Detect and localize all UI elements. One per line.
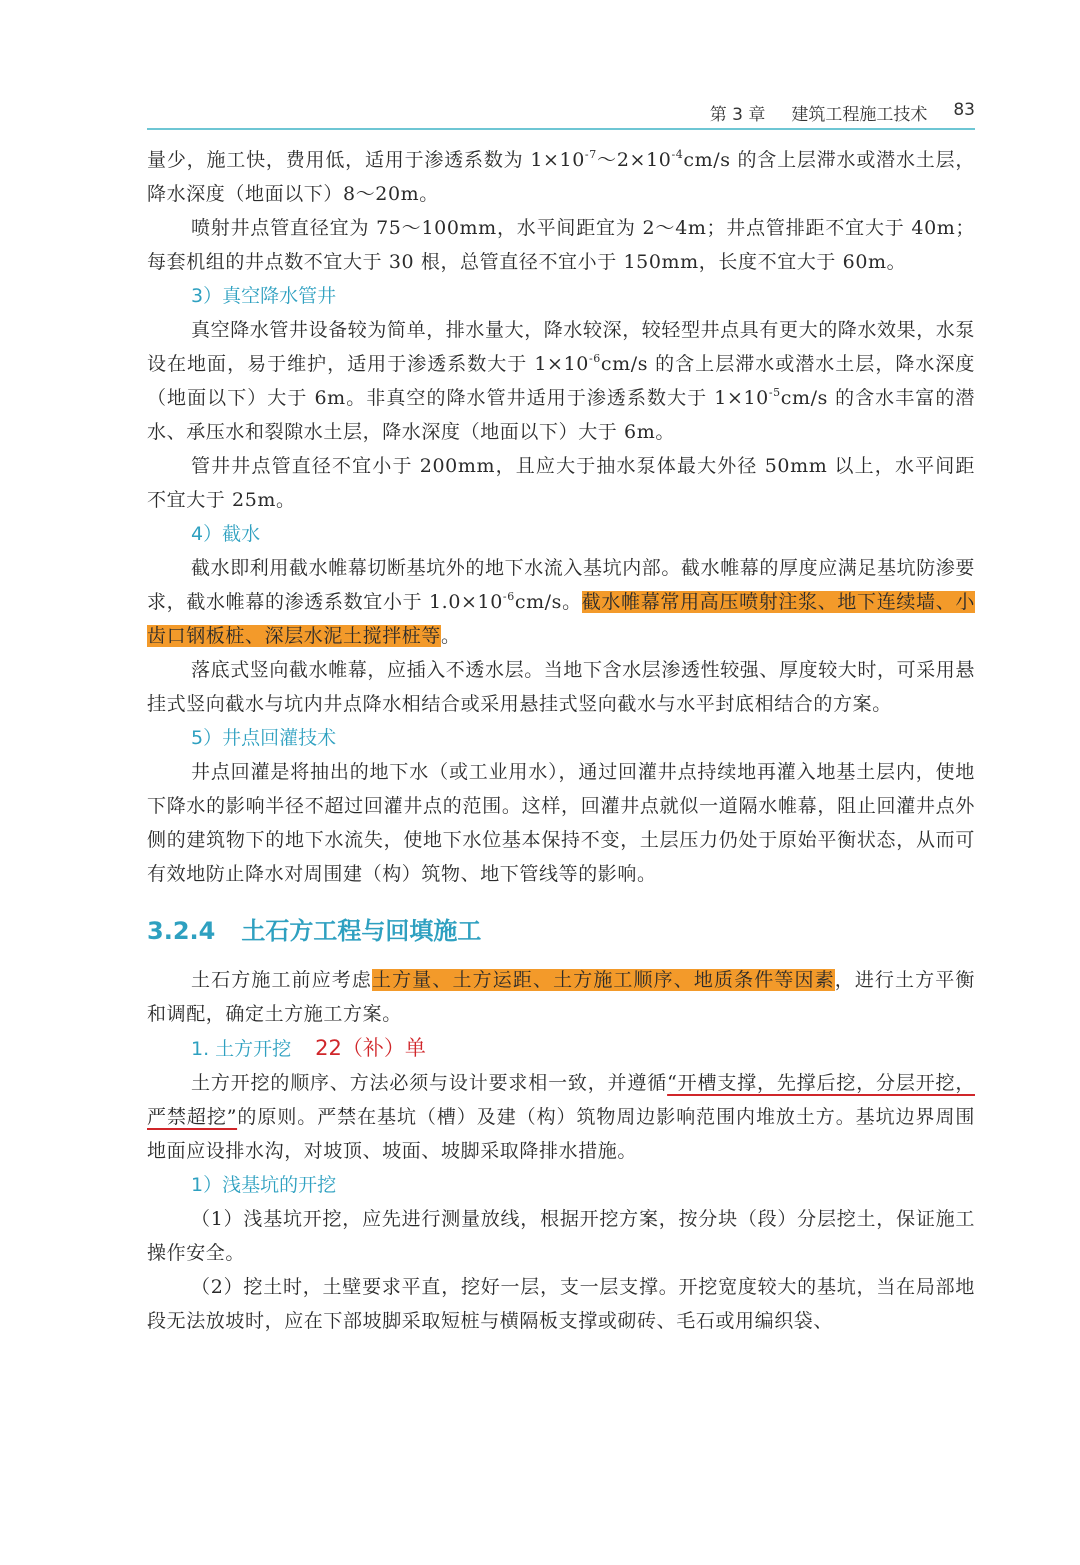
- superscript: -7: [584, 148, 597, 161]
- section-title: 土石方工程与回填施工: [241, 917, 482, 945]
- text-run: ～2×10: [596, 149, 672, 171]
- section-heading: [147, 913, 975, 949]
- highlighted-text: 土方量、土方运距、土方施工顺序、地质条件等因素: [372, 969, 835, 991]
- running-header: [147, 100, 975, 130]
- text-run: cm/s 的含上层滞水或潜水土层，降水深度（地面以下）8～20m。: [147, 149, 975, 205]
- highlighted-text: 截水帷幕常用高压喷射注浆、地下连续墙、小齿口钢板桩、深层水泥土搅拌桩等: [147, 591, 975, 647]
- heading-text: 1. 土方开挖: [191, 1038, 292, 1060]
- text-run: 量少，施工快，费用低，适用于渗透系数为 1×10: [147, 149, 585, 171]
- paragraph-earthwork-intro: [147, 963, 975, 1031]
- text-run: cm/s 的含水丰富的潜水、承压水和裂隙水土层，降水深度（地面以下）大于 6m。: [147, 387, 975, 443]
- underlined-text: “开槽支撑，先撑后挖，分层开挖，严禁超挖”: [147, 1072, 975, 1128]
- paragraph-shallow-2: （2）挖土时，土壁要求平直，挖好一层，支一层支撑。开挖宽度较大的基坑，当在局部地段无法放坡时，应在下部坡脚采取短桩与横隔板支撑或砌砖、毛石或用编织袋、: [147, 1276, 975, 1332]
- handwritten-note: 22（补）单: [315, 1036, 426, 1060]
- superscript: -4: [671, 148, 684, 161]
- heading-recharge: 5）井点回灌技术: [191, 727, 337, 749]
- heading-cutoff: 4）截水: [191, 523, 261, 545]
- superscript: -5: [768, 386, 781, 399]
- paragraph-vacuum-well: [147, 313, 975, 449]
- paragraph-jet-wellpoint: 喷射井点管直径宜为 75～100mm，水平间距宜为 2～4m；井点管排距不宜大于 40m；每套机组的井点数不宜大于 30 根，总管直径不宜小于 150mm，长度不宜大于 60m。: [147, 217, 975, 273]
- text-run: 截水即利用截水帷幕切断基坑外的地下水流入基坑内部。截水帷幕的厚度应满足基坑防渗要求，截水帷幕的渗透系数宜小于 1.0×10: [147, 557, 976, 613]
- paragraph-excavation: [147, 1066, 975, 1168]
- text-run: 土方开挖的顺序、方法必须与设计要求相一致，并遵循: [191, 1072, 668, 1094]
- text-run: 。: [441, 625, 461, 647]
- text-run: 土石方施工前应考虑: [191, 969, 373, 991]
- paragraph-continued: [147, 143, 975, 211]
- section-number: 3.2.4: [147, 917, 216, 945]
- text-run: cm/s。: [514, 591, 582, 613]
- text-run: 真空降水管井设备较为简单，排水量大，降水较深，较轻型井点具有更大的降水效果，水泵设在地面，易于维护，适用于渗透系数大于 1×10: [147, 319, 976, 375]
- paragraph-vertical-cutoff: 落底式竖向截水帷幕，应插入不透水层。当地下含水层渗透性较强、厚度较大时，可采用悬挂式竖向截水与坑内井点降水相结合或采用悬挂式竖向截水与水平封底相结合的方案。: [147, 659, 976, 715]
- superscript: -6: [588, 352, 601, 365]
- chapter-label: 第 3 章: [709, 105, 766, 125]
- paragraph-recharge: 井点回灌是将抽出的地下水（或工业用水），通过回灌井点持续地再灌入地基土层内，使地下降水的影响半径不超过回灌井点的范围。这样，回灌井点就似一道隔水帷幕，阻止回灌井点外侧的建筑物下的地下水流失，使地下水位基本保持不变，土层压力仍处于原始平衡状态，从而可有效地防止降水对周围建（构）筑物、地下管线等的影响。: [147, 761, 975, 885]
- heading-shallow-pit: 1）浅基坑的开挖: [191, 1174, 337, 1196]
- paragraph-cutoff: [147, 551, 975, 653]
- chapter-title: 建筑工程施工技术: [791, 105, 928, 125]
- heading-vacuum-well: 3）真空降水管井: [191, 285, 337, 307]
- paragraph-tube-well: 管井井点管直径不宜小于 200mm，且应大于抽水泵体最大外径 50mm 以上，水平间距不宜大于 25m。: [147, 455, 975, 511]
- text-run: ，进行土方平衡和调配，确定土方施工方案。: [147, 969, 975, 1025]
- page-number: 83: [953, 100, 975, 120]
- text-run: 的原则。严禁在基坑（槽）及建（构）筑物周边影响范围内堆放土方。基坑边界周围地面应设排水沟，对坡顶、坡面、坡脚采取降排水措施。: [147, 1106, 976, 1162]
- paragraph-shallow-1: （1）浅基坑开挖，应先进行测量放线，根据开挖方案，按分块（段）分层挖土，保证施工操作安全。: [147, 1208, 975, 1264]
- text-run: cm/s 的含上层滞水或潜水土层，降水深度（地面以下）大于 6m。非真空的降水管井适用于渗透系数大于 1×10: [147, 353, 975, 409]
- page-body: [147, 143, 975, 1338]
- superscript: -6: [502, 590, 515, 603]
- heading-excavation: [147, 1031, 975, 1066]
